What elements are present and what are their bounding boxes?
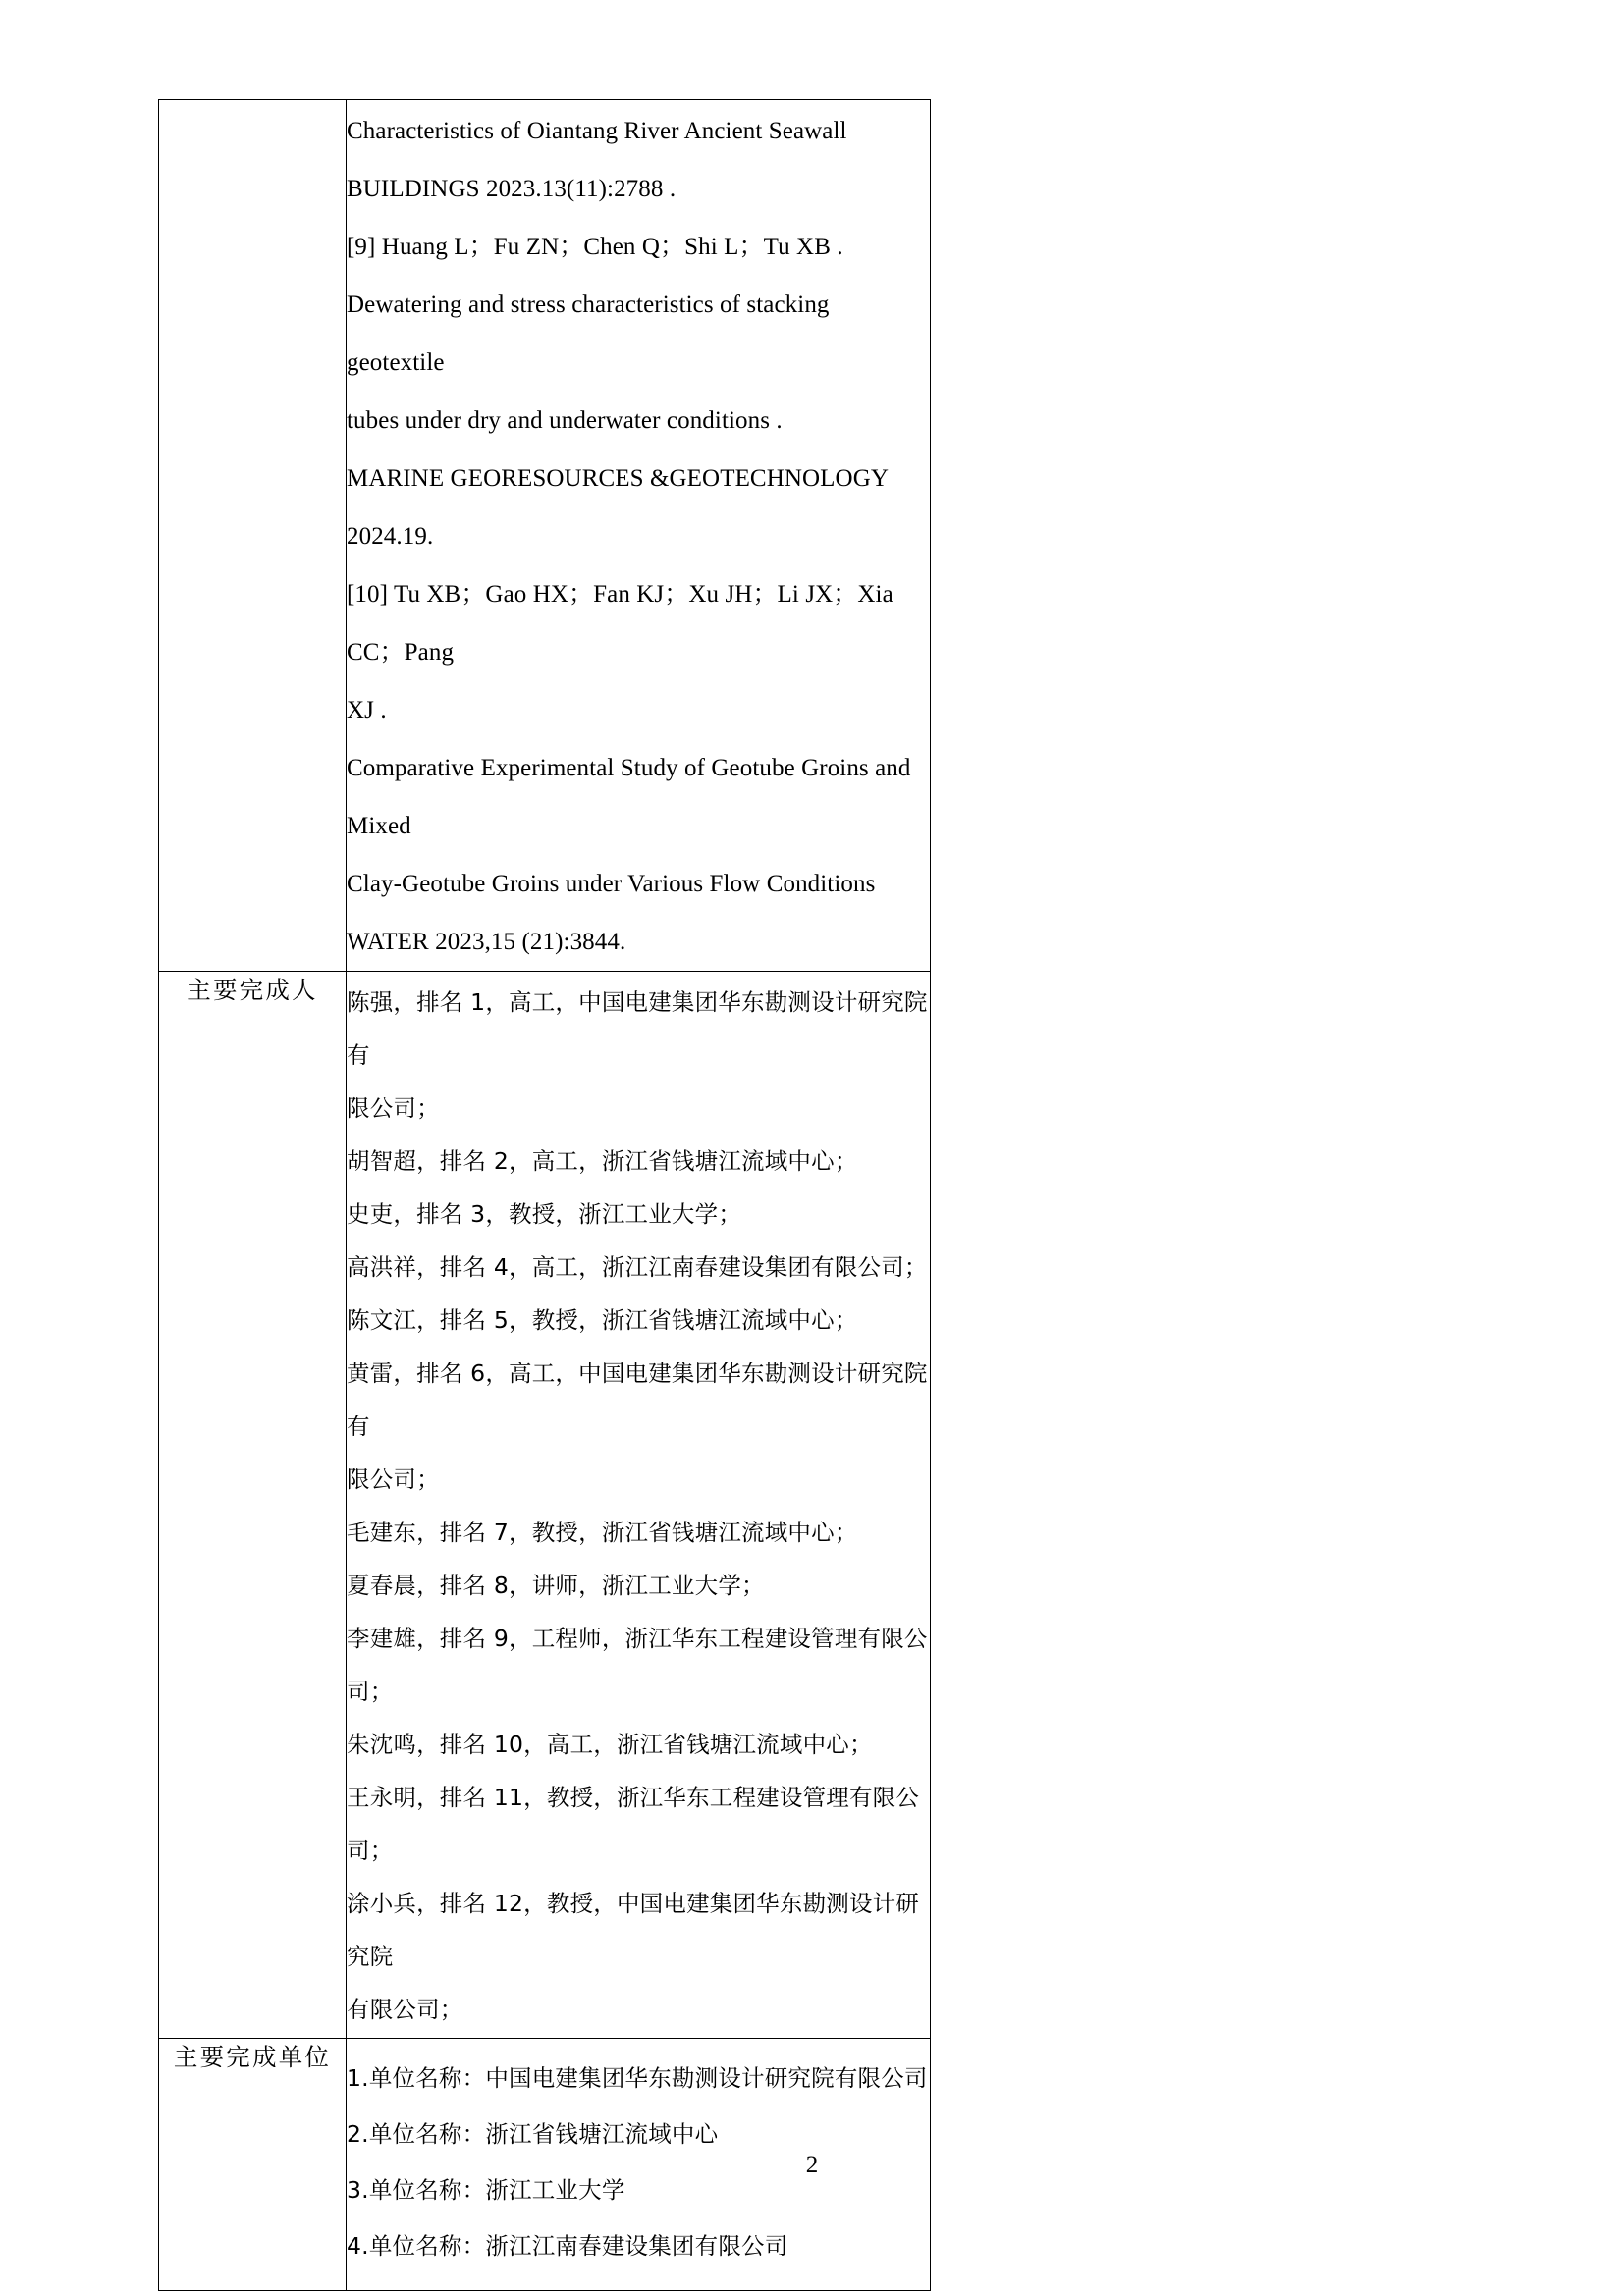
contributor-line: 夏春晨，排名 8，讲师，浙江工业大学； [347, 1572, 765, 1599]
reference-line: tubes under dry and underwater conditions . [347, 407, 783, 434]
table-row [159, 100, 931, 972]
contributor-line: 毛建东，排名 7，教授，浙江省钱塘江流域中心； [347, 1519, 858, 1546]
reference-line: MARINE GEORESOURCES &GEOTECHNOLOGY [347, 465, 890, 492]
contributor-line: 陈文江，排名 5，教授，浙江省钱塘江流域中心； [347, 1307, 858, 1334]
contributors-list [347, 972, 930, 2038]
unit-line: 1.单位名称：中国电建集团华东勘测设计研究院有限公司 [347, 2064, 928, 2092]
award-info-table [158, 99, 931, 2291]
table-row [159, 972, 931, 2039]
reference-line: Comparative Experimental Study of Geotube Groins and Mixed [347, 755, 917, 839]
contributor-line: 王永明，排名 11，教授，浙江华东工程建设管理有限公司； [347, 1784, 920, 1864]
main-contributors-cell [347, 972, 931, 2039]
references-block [347, 100, 930, 971]
contributor-line: 限公司； [347, 1095, 440, 1122]
reference-line: Dewatering and stress characteristics of stacking geotextile [347, 292, 836, 376]
contributor-line: 胡智超，排名 2，高工，浙江省钱塘江流域中心； [347, 1148, 858, 1175]
contributor-line: 限公司； [347, 1466, 440, 1493]
contributor-line: 朱沈鸣，排名 10，高工，浙江省钱塘江流域中心； [347, 1731, 873, 1758]
reference-line: Clay-Geotube Groins under Various Flow Conditions [347, 871, 876, 897]
reference-line: 2024.19. [347, 523, 434, 550]
unit-line: 2.单位名称：浙江省钱塘江流域中心 [347, 2120, 719, 2148]
reference-line: Characteristics of Oiantang River Ancient Seawall [347, 118, 847, 144]
unit-line: 3.单位名称：浙江工业大学 [347, 2176, 625, 2204]
reference-line: BUILDINGS 2023.13(11):2788 . [347, 176, 677, 202]
row-label-references [159, 100, 347, 972]
page-number: 2 [805, 2152, 819, 2178]
contributor-line: 有限公司； [347, 1996, 463, 2023]
contributor-line: 高洪祥，排名 4，高工，浙江江南春建设集团有限公司； [347, 1254, 928, 1281]
contributor-line: 史吏，排名 3，教授，浙江工业大学； [347, 1201, 742, 1228]
reference-line: [10] Tu XB；Gao HX；Fan KJ；Xu JH；Li JX；Xia CC；Pang [347, 581, 900, 666]
contributor-line: 陈强，排名 1，高工，中国电建集团华东勘测设计研究院有 [347, 988, 928, 1069]
contributor-line: 黄雷，排名 6，高工，中国电建集团华东勘测设计研究院有 [347, 1360, 928, 1440]
row-label-main-contributors: 主要完成人 [159, 972, 347, 2039]
contributor-line: 涂小兵，排名 12，教授，中国电建集团华东勘测设计研究院 [347, 1890, 920, 1970]
reference-line: [9] Huang L；Fu ZN；Chen Q；Shi L；Tu XB . [347, 234, 843, 260]
references-cell [347, 100, 931, 972]
reference-line: WATER 2023,15 (21):3844. [347, 929, 626, 955]
row-label-main-units: 主要完成单位 [159, 2039, 347, 2291]
unit-line: 4.单位名称：浙江江南春建设集团有限公司 [347, 2232, 788, 2260]
reference-line: XJ . [347, 697, 387, 723]
contributor-line: 李建雄，排名 9，工程师，浙江华东工程建设管理有限公司； [347, 1625, 928, 1705]
